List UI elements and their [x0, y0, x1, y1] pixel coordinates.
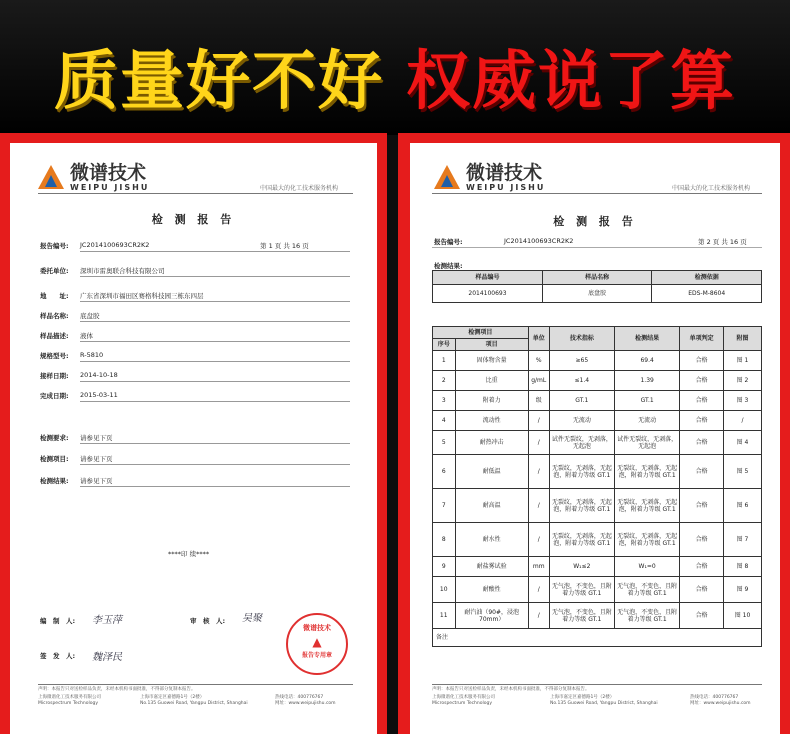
footer-company: 上海微谱化工技术服务有限公司 Microspectrum Technology [432, 695, 495, 706]
table-row: 8 耐水性 / 无裂纹，无剥落，无起泡，附着力等级 GT.1 无裂纹，无剥落，无起泡，附着力等级 GT.1 合格 图 7 [433, 523, 762, 557]
tagline: 中国最大的化工技术服务机构 [672, 185, 751, 192]
footer-note: 声明：本报告只对送检样品负责，未经本机构书面批准，不得部分复制本报告。 [432, 687, 590, 692]
report-stamp: 微谱技术 ▲ 报告专用章 [286, 613, 348, 675]
logo-en: WEIPU JISHU [466, 183, 546, 192]
table-row: 10 耐酸性 / 无气泡，不变色，且附着力等级 GT.1 无气泡，不变色，且附着力等级 GT.1 合格 图 9 [433, 577, 762, 603]
field-test-result: 检测结果: 请参见下页 [40, 477, 113, 485]
stamp-triangle-icon: ▲ [312, 635, 322, 649]
footer-address: 上海市嘉定区嘉德路1号（2楼） No.135 Guowei Road, Yangpu District, Shanghai [550, 695, 658, 706]
footer-rule [432, 684, 762, 685]
banner-headline [0, 30, 790, 122]
field-report-no: 报告编号: JC2014100693CR2K2 [40, 241, 150, 250]
report-title: 检 测 报 告 [553, 215, 637, 228]
tagline: 中国最大的化工技术服务机构 [260, 185, 339, 192]
table-row: 6 耐低温 / 无裂纹，无剥落，无起泡，附着力等级 GT.1 无裂纹，无剥落，无起泡，附着力等级 GT.1 合格 图 5 [433, 455, 762, 489]
sign-reviewer-label: 审 核 人: [190, 617, 226, 625]
table-row: 2 比重 g/mL ≤1.4 1.39 合格 图 2 [433, 371, 762, 391]
sign-reviewer-signature: 吴聚 [242, 613, 262, 624]
table-row: 9 耐盐雾试验 mm W₁≤2 W₁=0 合格 图 8 [433, 557, 762, 577]
results-table: 检测项目 单位 技术指标 检测结果 单项判定 附图 序号 项目 1 固体物含量 % ≥65 69.4 合格 图 1 2 比重 g/mL ≤1.4 1.39 合格 图 2 3 附着力 级 GT.1 GT.1 合格 图 3 4 流动性 / 无流动 无流动 合格 / 5 耐热冲击 / 试件无裂纹，无剥落，无起泡 试件无裂纹，无剥落，无起泡 合格 图 4 6 耐低温 / 无裂纹，无剥落，无起泡，附着力等级 GT.1 无裂纹，无剥落，无起泡，附着力等级 GT.1 合格 图 5 7 耐高温 / 无裂纹，无剥落，无起泡，附着力等级 GT.1 无裂纹，无剥落，无起泡，附着力等级 GT.1 合格 图 6 8 耐水性 / 无裂纹，无剥落，无起泡，附着力等级 GT.1 无裂纹，无剥落，无起泡，附着力等级 GT.1 合格 图 7 9 耐盐雾试验 mm W₁≤2 W₁=0 合格 图 8 10 耐酸性 / 无气泡，不变色，且附着力等级 GT.1 无气泡，不变色，且附着力等级 GT.1 合格 图 9 11 耐汽油（90#，浸泡 70mm） / 无气泡，不变色，且附着力等级 GT.1 无气泡，不变色，且附着力等级 GT.1 合格 图 10 备注 [432, 326, 762, 647]
sign-issuer-label: 签 发 人: [40, 652, 76, 660]
sign-preparer-label: 编 制 人: [40, 617, 76, 625]
company-logo [38, 163, 149, 192]
field-address: 地 址: 广东省深圳市福田区赛格科技园三栋东四层 [40, 292, 204, 300]
banner-part2: 权威说了算 [406, 45, 736, 119]
footer-contact: 热线电话：400776767 网址：www.weipujishu.com [690, 695, 751, 706]
report-results-page [410, 143, 780, 734]
table-row: 7 耐高温 / 无裂纹，无剥落，无起泡，附着力等级 GT.1 无裂纹，无剥落，无起泡，附着力等级 GT.1 合格 图 6 [433, 489, 762, 523]
field-model: 规格型号: R-5810 [40, 351, 104, 360]
logo-cn: 微谱技术 [70, 162, 147, 184]
table-row: 3 附着力 级 GT.1 GT.1 合格 图 3 [433, 391, 762, 411]
page-number: 第 1 页 共 16 页 [260, 242, 309, 250]
banner [0, 0, 790, 135]
seal-continued-text: ****印 续**** [168, 550, 210, 558]
sign-preparer-signature: 李玉萍 [92, 615, 122, 626]
header-rule [432, 193, 762, 194]
table-row: 4 流动性 / 无流动 无流动 合格 / [433, 411, 762, 431]
field-sample-desc: 样品描述: 液体 [40, 332, 93, 340]
field-client: 委托单位: 深圳市雷奥联合科技有限公司 [40, 267, 165, 275]
field-finish-date: 完成日期: 2015-03-11 [40, 391, 118, 400]
results-label: 检测结果: [434, 262, 463, 270]
field-test-items: 检测项目: 请参见下页 [40, 455, 113, 463]
sign-issuer-signature: 魏泽民 [92, 652, 122, 663]
table-row: 1 固体物含量 % ≥65 69.4 合格 图 1 [433, 351, 762, 371]
report-no-row: 报告编号: JC2014100693CR2K2 [434, 237, 574, 246]
footer-contact: 热线电话：400776767 网址：www.weipujishu.com [275, 695, 336, 706]
table-row: 11 耐汽油（90#，浸泡 70mm） / 无气泡，不变色，且附着力等级 GT.1 无气泡，不变色，且附着力等级 GT.1 合格 图 10 [433, 603, 762, 629]
table-remark-row: 备注 [433, 629, 762, 647]
logo-triangle-icon [38, 165, 64, 191]
logo-triangle-icon [434, 165, 460, 191]
table-row: 5 耐热冲击 / 试件无裂纹，无剥落，无起泡 试件无裂纹，无剥落，无起泡 合格 图 4 [433, 431, 762, 455]
logo-en: WEIPU JISHU [70, 183, 150, 192]
footer-rule [38, 684, 353, 685]
right-panel [398, 133, 790, 734]
sample-table: 样品编号 样品名称 检测依据 2014100693 底盘胶 EDS-M-8604 [432, 270, 762, 303]
field-test-requirement: 检测要求: 请参见下页 [40, 434, 113, 442]
report-cover-page [10, 143, 377, 734]
report-title: 检 测 报 告 [151, 213, 236, 226]
logo-cn: 微谱技术 [466, 162, 543, 184]
header-rule [38, 193, 353, 194]
banner-part1: 质量好不好 [54, 45, 384, 119]
footer-note: 声明：本报告只对送检样品负责，未经本机构书面批准，不得部分复制本报告。 [38, 687, 196, 692]
footer-company: 上海微谱化工技术服务有限公司 Microspectrum Technology [38, 695, 101, 706]
company-logo [434, 163, 545, 192]
field-sample-name: 样品名称: 底盘胶 [40, 312, 100, 320]
page-number: 第 2 页 共 16 页 [698, 238, 747, 246]
field-receive-date: 接样日期: 2014-10-18 [40, 371, 118, 380]
footer-address: 上海市嘉定区嘉德路1号（2楼） No.135 Guowei Road, Yangpu District, Shanghai [140, 695, 248, 706]
left-panel [0, 133, 387, 734]
